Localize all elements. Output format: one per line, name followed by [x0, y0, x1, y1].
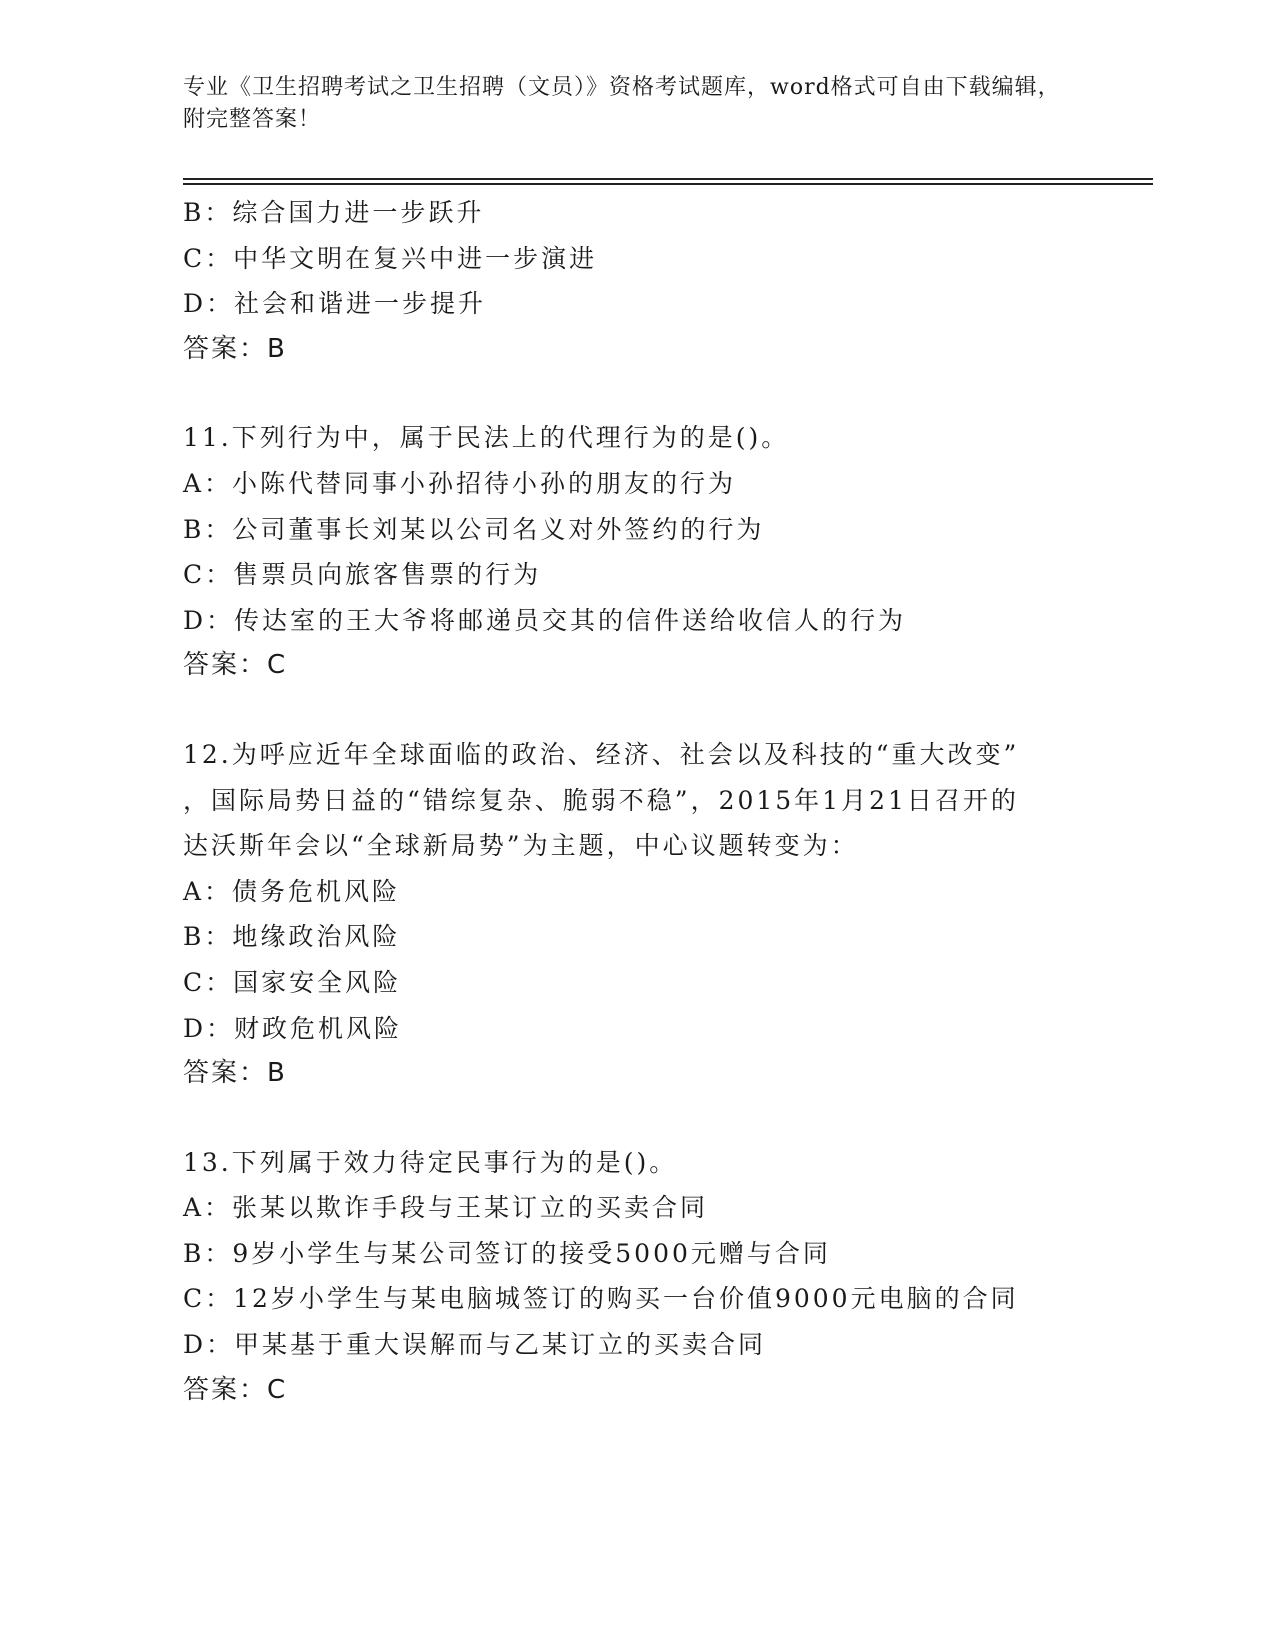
spacer [183, 1097, 1143, 1140]
option-b: B：综合国力进一步跃升 [183, 198, 485, 227]
spacer [183, 372, 1143, 415]
option-b: B：9岁小学生与某公司签订的接受5000元赠与合同 [183, 1238, 831, 1268]
option-d: D：传达室的王大爷将邮递员交其的信件送给收信人的行为 [183, 605, 907, 635]
option-c: C：国家安全风险 [183, 967, 402, 997]
spacer [183, 689, 1143, 732]
answer-line: 答案：C [183, 1374, 288, 1405]
answer-line: 答案：B [183, 1058, 287, 1089]
question-11 [183, 415, 1143, 689]
question-title-line-3: 达沃斯年会以“全球新局势”为主题，中心议题转变为： [183, 831, 859, 861]
header-divider-bottom [183, 183, 1153, 185]
option-c: C：12岁小学生与某电脑城签订的购买一台价值9000元电脑的合同 [183, 1284, 1019, 1314]
option-a: A：张某以欺诈手段与王某订立的买卖合同 [183, 1193, 709, 1223]
option-c: C：中华文明在复兴中进一步演进 [183, 243, 598, 273]
question-title-line-2: ，国际局势日益的“错综复杂、脆弱不稳”，2015年1月21日召开的 [183, 785, 1019, 815]
question-title-line-1: 12.为呼应近年全球面临的政治、经济、社会以及科技的“重大改变” [183, 739, 1020, 769]
question-title: 13.下列属于效力待定民事行为的是()。 [183, 1147, 678, 1177]
option-c: C：售票员向旅客售票的行为 [183, 560, 542, 590]
option-a: A：债务危机风险 [183, 876, 401, 906]
document-header: 专业《卫生招聘考试之卫生招聘（文员）》资格考试题库，word格式可自由下载编辑，附完整答案！ [183, 75, 1061, 132]
question-12 [183, 732, 1143, 1097]
option-d: D：财政危机风险 [183, 1013, 403, 1043]
answer-line: 答案：C [183, 650, 288, 681]
option-d: D：甲某基于重大误解而与乙某订立的买卖合同 [183, 1330, 767, 1360]
option-d: D：社会和谐进一步提升 [183, 289, 487, 319]
header-divider-top [183, 178, 1153, 180]
option-b: B：地缘政治风险 [183, 922, 401, 952]
question-13 [183, 1140, 1143, 1414]
option-a: A：小陈代替同事小孙招待小孙的朋友的行为 [183, 468, 737, 498]
question-title: 11.下列行为中，属于民法上的代理行为的是()。 [183, 423, 790, 453]
option-b: B：公司董事长刘某以公司名义对外签约的行为 [183, 514, 765, 544]
continued-question [183, 190, 1143, 372]
answer-line: 答案：B [183, 333, 287, 364]
question-content [183, 190, 1143, 1413]
